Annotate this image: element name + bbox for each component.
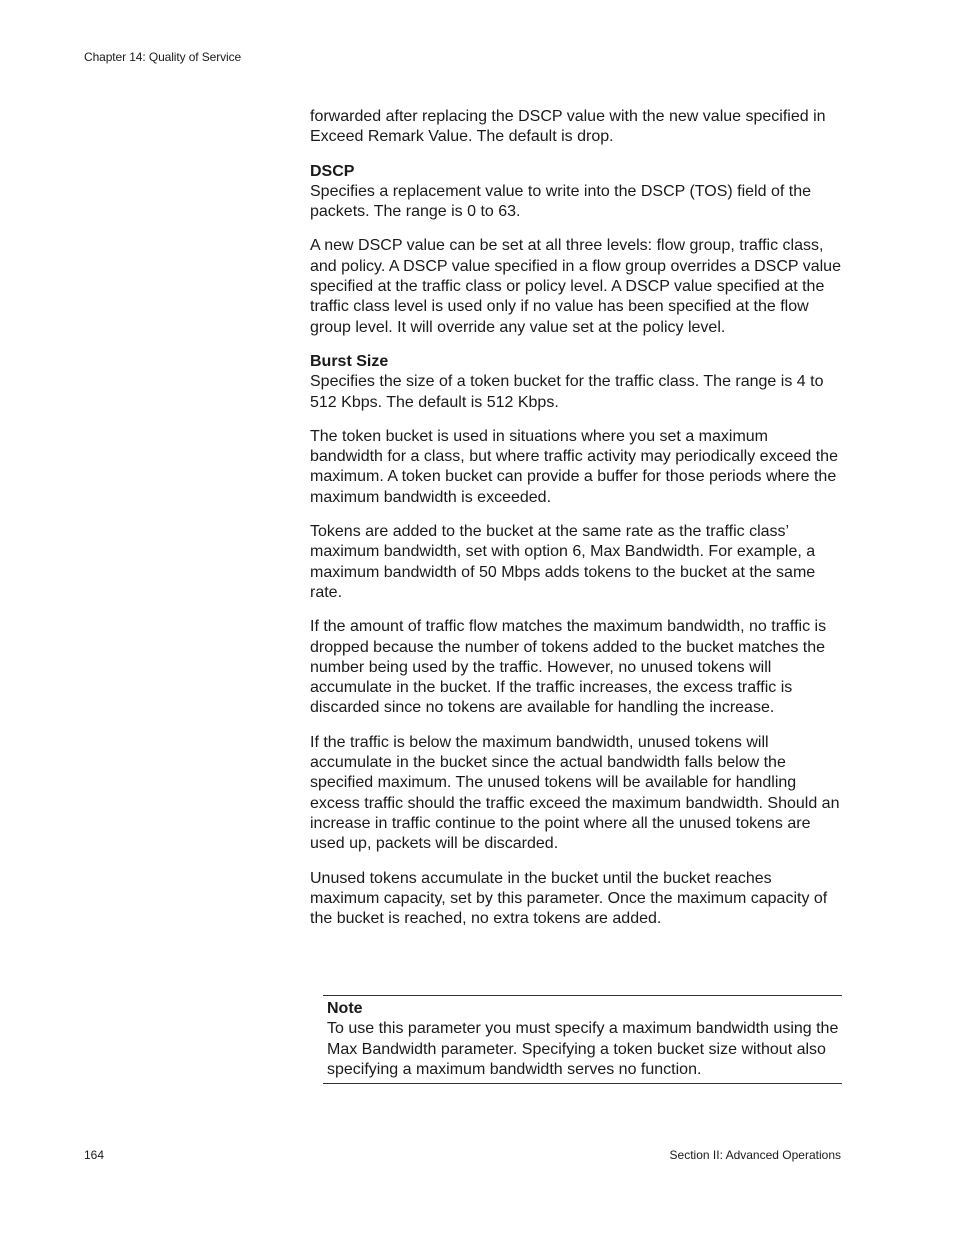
running-header: Chapter 14: Quality of Service [84, 50, 242, 64]
burst-paragraph-3: If the amount of traffic flow matches the maximum bandwidth, no traffic is dropped because the number of tokens added to the bucket matches the number being used by the traffic. However, no unused tokens will accumulate in the bucket. If the traffic increases, the excess traffic is discarded since no tokens are available for handling the increase. [310, 618, 827, 717]
burst-size-description: Specifies the size of a token bucket for the traffic class. The range is 4 to 512 Kbps. The default is 512 Kbps. [310, 373, 824, 411]
main-content [310, 107, 845, 943]
page-number: 164 [84, 1148, 105, 1162]
note-text: To use this parameter you must specify a maximum bandwidth using the Max Bandwidth parameter. Specifying a token bucket size without also specifying a maximum bandwidth serves no function. [327, 1020, 839, 1078]
burst-paragraph-4: If the traffic is below the maximum bandwidth, unused tokens will accumulate in the bucket since the actual bandwidth falls below the specified maximum. The unused tokens will be available for handling excess traffic should the traffic exceed the maximum bandwidth. Should an increase in traffic continue to the point where all the unused tokens are used up, packets will be discarded. [310, 733, 840, 853]
dscp-term: DSCP [310, 162, 355, 180]
burst-paragraph-2: Tokens are added to the bucket at the same rate as the traffic class’ maximum bandwidth, set with option 6, Max Bandwidth. For example, a maximum bandwidth of 50 Mbps adds tokens to the bucket at the same rate. [310, 523, 816, 601]
note-box [323, 995, 842, 1084]
dscp-description: Specifies a replacement value to write into the DSCP (TOS) field of the packets. The range is 0 to 63. [310, 182, 811, 221]
dscp-definition [310, 162, 845, 223]
burst-paragraph-1: The token bucket is used in situations where you set a maximum bandwidth for a class, but where traffic activity may periodically exceed the maximum. A token bucket can provide a buffer for those periods where the maximum bandwidth is exceeded. [310, 427, 838, 506]
burst-size-term: Burst Size [310, 352, 389, 370]
burst-size-definition [310, 352, 845, 413]
intro-paragraph: forwarded after replacing the DSCP value with the new value specified in Exceed Remark Value. The default is drop. [310, 108, 826, 146]
note-title: Note [327, 1000, 363, 1017]
burst-paragraph-5: Unused tokens accumulate in the bucket until the bucket reaches maximum capacity, set by this parameter. Once the maximum capacity of the bucket is reached, no extra tokens are added. [310, 869, 828, 928]
dscp-paragraph: A new DSCP value can be set at all three levels: flow group, traffic class, and policy. A DSCP value specified in a flow group overrides a DSCP value specified at the traffic class or policy level. A DSCP value specified at the traffic class level is used only if no value has been specified at the flow group level. It will override any value set at the policy level. [310, 237, 841, 336]
section-footer: Section II: Advanced Operations [669, 1148, 841, 1162]
